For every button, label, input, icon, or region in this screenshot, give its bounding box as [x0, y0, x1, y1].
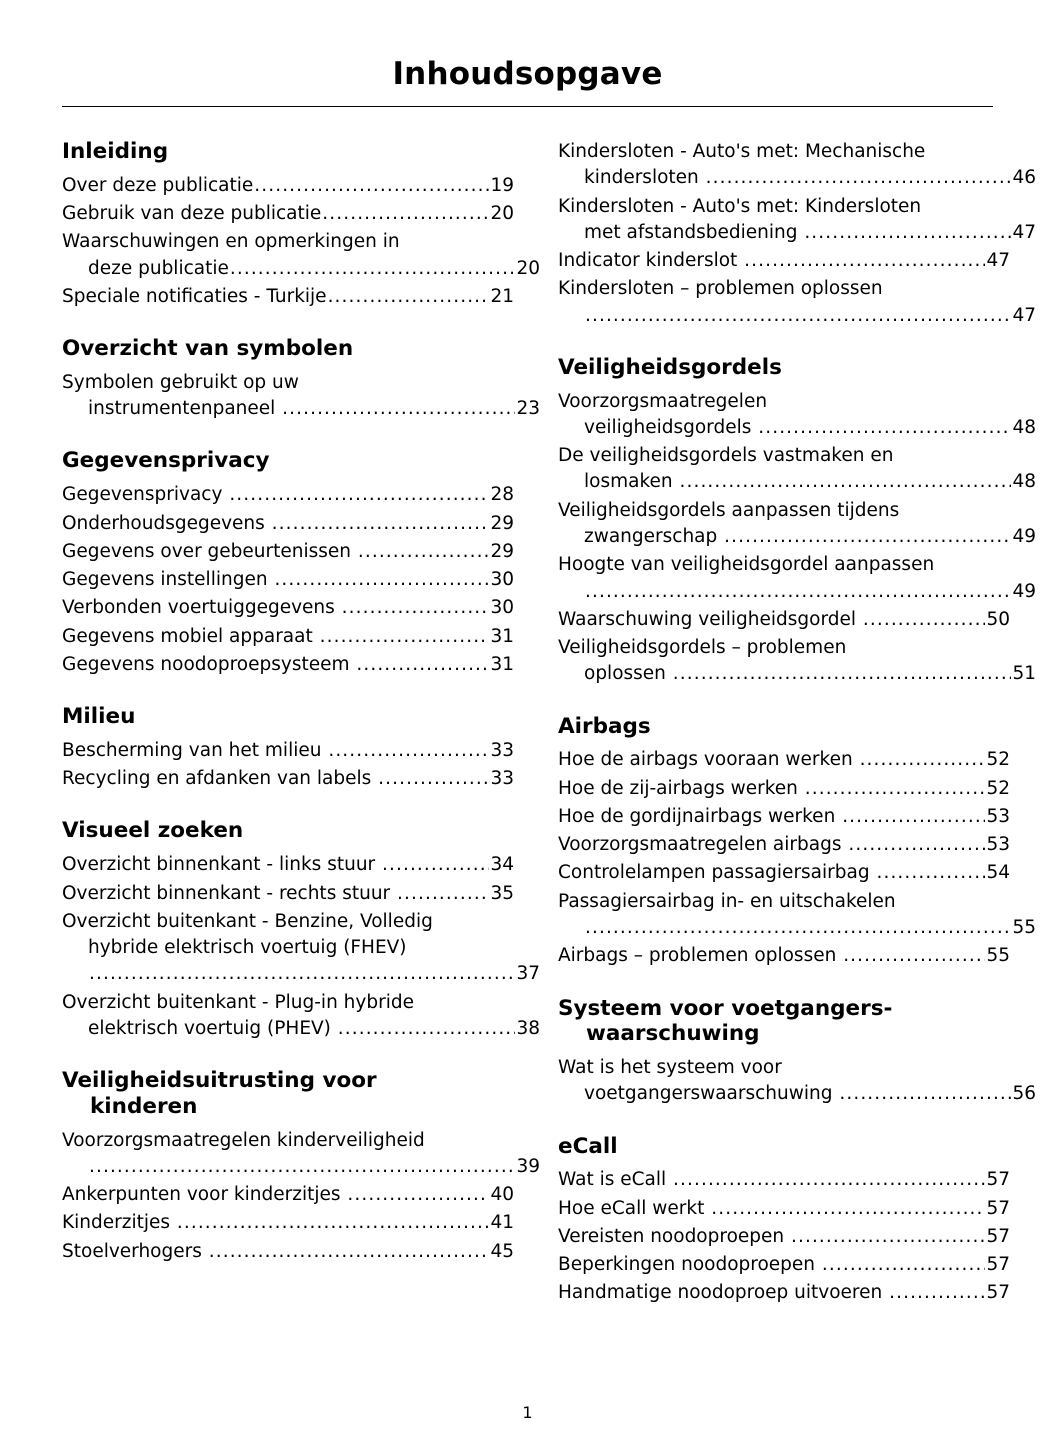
toc-entry-label: Gebruik van deze publicatie — [62, 203, 322, 225]
toc-entry-label: Recycling en afdanken van labels — [62, 768, 378, 790]
toc-entry-label-cont: elektrisch voertuig (PHEV) — [88, 1017, 337, 1039]
toc-entry-label: Symbolen gebruikt op uw — [62, 371, 299, 393]
toc-entry-page: 20 — [490, 203, 514, 225]
toc-entry-label: Wat is het systeem voor — [558, 1057, 782, 1079]
section-heading-line: Visueel zoeken — [62, 818, 244, 844]
leader-dots — [209, 1243, 490, 1262]
toc-entry[interactable] — [558, 194, 1036, 247]
page-number: 1 — [522, 1403, 533, 1422]
toc-entry-page: 53 — [986, 805, 1010, 827]
toc-entry[interactable] — [558, 389, 1036, 442]
section-heading-line: Veiligheidsgordels — [558, 354, 782, 380]
leader-dots — [585, 307, 1011, 326]
leader-dots — [889, 1284, 985, 1303]
toc-entry[interactable] — [62, 370, 540, 423]
toc-entry[interactable] — [62, 852, 514, 878]
toc-entry[interactable] — [558, 776, 1010, 802]
leader-dots — [680, 473, 1012, 492]
toc-entry-page: 38 — [516, 1017, 540, 1039]
toc-entry[interactable] — [558, 1224, 1010, 1250]
toc-entry-label: Kindersloten - Auto's met: Kindersloten — [558, 195, 922, 217]
toc-entry-label: Voorzorgsmaatregelen — [558, 390, 768, 412]
leader-dots — [805, 780, 986, 799]
leader-dots — [585, 583, 1011, 602]
toc-entry-page: 35 — [490, 882, 514, 904]
toc-entry-page: 48 — [1012, 416, 1036, 438]
toc-entry-leader-row — [62, 201, 514, 227]
toc-entry-leader-row — [62, 567, 514, 593]
toc-entry-leader-row — [62, 482, 514, 508]
toc-entry-page: 57 — [986, 1254, 1010, 1276]
leader-dots — [356, 656, 489, 675]
leader-dots — [673, 1171, 985, 1190]
toc-entry-page: 53 — [986, 834, 1010, 856]
toc-entry-page: 48 — [1012, 471, 1036, 493]
toc-entry[interactable] — [62, 595, 514, 621]
toc-entry-page: 30 — [490, 597, 514, 619]
toc-entry-label: Over deze publicatie — [62, 174, 254, 196]
section-heading — [558, 1134, 1010, 1160]
leader-dots — [724, 528, 1011, 547]
toc-entry-page: 49 — [1012, 580, 1036, 602]
toc-entry-leader-row — [62, 539, 514, 565]
toc-entry[interactable] — [558, 276, 1036, 329]
toc-entry-label: Overzicht buitenkant - Benzine, Volledig — [62, 910, 433, 932]
toc-entry[interactable] — [558, 889, 1036, 942]
leader-dots — [320, 628, 490, 647]
toc-entry-leader-row — [558, 524, 1036, 550]
section-heading — [62, 704, 514, 730]
section-heading — [62, 448, 514, 474]
toc-entry[interactable] — [62, 990, 540, 1043]
toc-entry-leader-row — [558, 1081, 1036, 1107]
toc-columns — [62, 139, 1036, 1403]
toc-entry-label: De veiligheidsgordels vastmaken en — [558, 445, 894, 467]
toc-entry[interactable] — [62, 766, 514, 792]
toc-entry-label-cont: voetgangerswaarschuwing — [584, 1083, 839, 1105]
toc-entry[interactable] — [62, 1182, 514, 1208]
toc-entry[interactable] — [62, 738, 514, 764]
toc-entry-page: 41 — [490, 1212, 514, 1234]
toc-entry-label: Overzicht binnenkant - links stuur — [62, 854, 382, 876]
toc-entry[interactable] — [62, 624, 514, 650]
leader-dots — [397, 885, 489, 904]
leader-dots — [706, 169, 1012, 188]
toc-entry-page: 45 — [490, 1240, 514, 1262]
toc-entry-leader-row — [558, 776, 1010, 802]
toc-entry-label-cont: losmaken — [584, 471, 679, 493]
section-heading — [558, 996, 1010, 1048]
toc-entry-leader-row — [558, 1280, 1010, 1306]
toc-entry-leader-row — [558, 579, 1036, 605]
toc-entry-leader-row — [558, 607, 1010, 633]
toc-entry-leader-row — [558, 943, 1010, 969]
toc-entry-leader-row — [62, 173, 514, 199]
leader-dots — [378, 770, 489, 789]
toc-entry-page: 33 — [490, 768, 514, 790]
toc-entry[interactable] — [558, 860, 1010, 886]
toc-entry-label: Waarschuwingen en opmerkingen in — [62, 231, 400, 253]
toc-entry-label: Passagiersairbag in- en uitschakelen — [558, 890, 896, 912]
section-heading-line: Inleiding — [62, 139, 169, 164]
toc-entry-leader-row — [62, 766, 514, 792]
toc-entry-leader-row — [558, 248, 1010, 274]
toc-entry-leader-row — [62, 595, 514, 621]
toc-entry-label: Airbags – problemen oplossen — [558, 945, 843, 967]
toc-entry-label: Kinderzitjes — [62, 1212, 176, 1234]
toc-entry[interactable] — [558, 832, 1010, 858]
toc-entry[interactable] — [558, 552, 1036, 605]
toc-entry[interactable] — [558, 607, 1010, 633]
section-heading-line: waarschuwing — [586, 1021, 760, 1047]
toc-entry-leader-row — [558, 747, 1010, 773]
toc-entry-label-cont: deze publicatie — [88, 257, 229, 279]
toc-entry-label: Stoelverhogers — [62, 1240, 208, 1262]
toc-entry-label: Controlelampen passagiersairbag — [558, 862, 876, 884]
toc-entry-page: 57 — [986, 1197, 1010, 1219]
leader-dots — [282, 400, 515, 419]
toc-entry-page: 55 — [1012, 916, 1036, 938]
toc-entry-page: 54 — [986, 862, 1010, 884]
toc-entry[interactable] — [558, 1167, 1010, 1193]
leader-dots — [89, 1158, 515, 1177]
toc-entry-page: 50 — [986, 608, 1010, 630]
toc-entry-label: Wat is eCall — [558, 1169, 673, 1191]
leader-dots — [585, 919, 1011, 938]
toc-entry-page: 55 — [986, 945, 1010, 967]
leader-dots — [843, 947, 985, 966]
title-divider — [62, 106, 993, 107]
leader-dots — [791, 1228, 985, 1247]
section-heading-line: Airbags — [558, 713, 651, 739]
toc-entry-label: Verbonden voertuiggegevens — [62, 597, 341, 619]
toc-entry-leader-row — [558, 165, 1036, 191]
toc-entry-leader-row — [558, 661, 1036, 687]
toc-entry[interactable] — [558, 804, 1010, 830]
toc-entry-label: Voorzorgsmaatregelen airbags — [558, 834, 848, 856]
leader-dots — [804, 224, 1011, 243]
section-heading — [62, 139, 514, 165]
toc-entry-page: 49 — [1012, 525, 1036, 547]
toc-entry[interactable] — [558, 943, 1010, 969]
section-heading-line: Systeem voor voetgangers- — [558, 995, 893, 1021]
leader-dots — [328, 288, 490, 307]
toc-entry[interactable] — [558, 1252, 1010, 1278]
toc-entry-page: 39 — [516, 1155, 540, 1177]
leader-dots — [842, 808, 985, 827]
toc-entry-leader-row — [62, 1210, 514, 1236]
toc-entry-label: Veiligheidsgordels aanpassen tijdens — [558, 499, 900, 521]
toc-entry-label-cont: instrumentenpaneel — [88, 398, 282, 420]
toc-entry-page: 57 — [986, 1169, 1010, 1191]
toc-entry[interactable] — [62, 173, 514, 199]
toc-entry-page: 23 — [516, 398, 540, 420]
leader-dots — [272, 515, 490, 534]
toc-entry-label-cont: veiligheidsgordels — [584, 416, 758, 438]
toc-entry[interactable] — [62, 1210, 514, 1236]
toc-entry-label: Voorzorgsmaatregelen kinderveiligheid — [62, 1129, 425, 1151]
toc-entry-page: 40 — [490, 1184, 514, 1206]
section-heading — [558, 714, 1010, 740]
toc-entry-page: 47 — [1012, 221, 1036, 243]
toc-entry-label: Bescherming van het milieu — [62, 739, 328, 761]
toc-entry[interactable] — [62, 539, 514, 565]
toc-entry-leader-row — [558, 415, 1036, 441]
toc-entry[interactable] — [62, 1128, 540, 1181]
toc-entry-label: Veiligheidsgordels – problemen — [558, 637, 847, 659]
toc-entry-leader-row — [558, 915, 1036, 941]
toc-entry-label: Indicator kinderslot — [558, 250, 744, 272]
toc-entry-page: 20 — [516, 257, 540, 279]
toc-entry-page: 30 — [490, 569, 514, 591]
toc-entry-leader-row — [62, 511, 514, 537]
toc-entry-page: 29 — [490, 540, 514, 562]
leader-dots — [744, 252, 985, 271]
toc-entry-label: Kindersloten – problemen oplossen — [558, 278, 883, 300]
section-heading — [62, 818, 514, 844]
leader-dots — [822, 1256, 986, 1275]
toc-entry-page: 28 — [490, 484, 514, 506]
toc-entry[interactable] — [558, 747, 1010, 773]
toc-entry-label-cont: zwangerschap — [584, 525, 724, 547]
toc-entry-leader-row — [62, 1239, 514, 1265]
toc-entry-leader-row — [62, 881, 514, 907]
leader-dots — [177, 1214, 490, 1233]
leader-dots — [89, 965, 515, 984]
toc-entry-label: Gegevens instellingen — [62, 569, 274, 591]
toc-entry-label: Speciale notificaties - Turkije — [62, 285, 327, 307]
toc-entry[interactable] — [558, 635, 1036, 688]
toc-entry-leader-row — [62, 1182, 514, 1208]
toc-entry[interactable] — [558, 1055, 1036, 1108]
leader-dots — [876, 864, 985, 883]
toc-entry[interactable] — [558, 498, 1036, 551]
section-heading-line: Gegevensprivacy — [62, 448, 270, 474]
toc-entry-page: 57 — [986, 1282, 1010, 1304]
toc-entry-label: Handmatige noodoproep uitvoeren — [558, 1282, 889, 1304]
toc-entry[interactable] — [62, 482, 514, 508]
toc-entry-label: Vereisten noodoproepen — [558, 1225, 790, 1247]
toc-entry-label: Hoe eCall werkt — [558, 1197, 711, 1219]
toc-entry-leader-row — [62, 652, 514, 678]
toc-entry[interactable] — [62, 201, 514, 227]
toc-entry-leader-row — [62, 738, 514, 764]
leader-dots — [711, 1200, 985, 1219]
leader-dots — [382, 856, 489, 875]
toc-entry-page: 47 — [986, 250, 1010, 272]
leader-dots — [673, 665, 1012, 684]
toc-entry[interactable] — [558, 1196, 1010, 1222]
toc-entry[interactable] — [62, 229, 540, 282]
toc-entry-leader-row — [62, 1016, 540, 1042]
toc-entry-page: 31 — [490, 653, 514, 675]
toc-entry-label: Overzicht buitenkant - Plug-in hybride — [62, 991, 414, 1013]
toc-entry[interactable] — [558, 1280, 1010, 1306]
leader-dots — [863, 611, 986, 630]
toc-entry-leader-row — [62, 852, 514, 878]
section-heading-line: Overzicht van symbolen — [62, 336, 354, 362]
toc-entry-leader-row — [558, 220, 1036, 246]
toc-entry[interactable] — [62, 1239, 514, 1265]
toc-entry-label-cont: hybride elektrisch voertuig (FHEV) — [88, 937, 407, 959]
toc-entry-page: 46 — [1012, 167, 1036, 189]
toc-entry-label: Hoe de airbags vooraan werken — [558, 749, 859, 771]
toc-entry-label: Beperkingen noodoproepen — [558, 1254, 821, 1276]
toc-entry-label-cont: met afstandsbediening — [584, 221, 804, 243]
toc-entry-page: 57 — [986, 1225, 1010, 1247]
toc-entry-label: Overzicht binnenkant - rechts stuur — [62, 882, 397, 904]
section-heading — [62, 336, 514, 362]
leader-dots — [860, 751, 986, 770]
toc-entry-label: Onderhoudsgegevens — [62, 512, 271, 534]
toc-entry-leader-row — [62, 396, 540, 422]
toc-entry-label-cont: kindersloten — [584, 167, 705, 189]
toc-entry-label: Hoe de gordijnairbags werken — [558, 805, 842, 827]
toc-entry-page: 29 — [490, 512, 514, 534]
toc-entry[interactable] — [62, 652, 514, 678]
toc-entry-page: 37 — [516, 963, 540, 985]
toc-entry-label: Gegevens over gebeurtenissen — [62, 540, 357, 562]
section-heading-line: Milieu — [62, 704, 136, 730]
toc-entry-page: 19 — [490, 174, 514, 196]
leader-dots — [254, 177, 489, 196]
toc-entry-page: 52 — [986, 749, 1010, 771]
toc-column-left — [62, 139, 540, 1267]
toc-column-right — [558, 139, 1036, 1309]
leader-dots — [347, 1186, 489, 1205]
toc-entry-leader-row — [62, 624, 514, 650]
leader-dots — [322, 205, 489, 224]
toc-entry-page: 47 — [1012, 304, 1036, 326]
leader-dots — [839, 1085, 1011, 1104]
toc-entry-leader-row — [558, 1167, 1010, 1193]
leader-dots — [342, 599, 490, 618]
toc-entry-leader-row — [62, 256, 540, 282]
toc-entry[interactable] — [558, 248, 1010, 274]
toc-entry-page: 21 — [490, 285, 514, 307]
toc-entry-leader-row — [558, 1196, 1010, 1222]
toc-entry[interactable] — [62, 284, 514, 310]
toc-entry-label: Hoe de zij-airbags werken — [558, 777, 804, 799]
toc-entry-page: 56 — [1012, 1083, 1036, 1105]
toc-entry-label-cont: oplossen — [584, 663, 672, 685]
toc-entry-label: Gegevens mobiel apparaat — [62, 625, 319, 647]
toc-entry-leader-row — [558, 1224, 1010, 1250]
toc-entry-leader-row — [62, 284, 514, 310]
toc-entry-page: 34 — [490, 854, 514, 876]
toc-entry-page: 52 — [986, 777, 1010, 799]
section-heading-line: kinderen — [90, 1093, 198, 1119]
toc-entry-leader-row — [558, 832, 1010, 858]
leader-dots — [229, 486, 489, 505]
toc-entry[interactable] — [62, 909, 540, 988]
toc-entry-label: Hoogte van veiligheidsgordel aanpassen — [558, 554, 935, 576]
section-heading-line: eCall — [558, 1133, 618, 1159]
toc-entry[interactable] — [558, 139, 1036, 192]
toc-entry-leader-row — [558, 469, 1036, 495]
toc-entry-leader-row — [62, 961, 540, 987]
toc-entry-page: 51 — [1012, 663, 1036, 685]
toc-entry-label: Kindersloten - Auto's met: Mechanische — [558, 141, 926, 162]
leader-dots — [758, 419, 1011, 438]
section-heading-line: Veiligheidsuitrusting voor — [62, 1068, 377, 1094]
toc-entry-label: Gegevens noodoproepsysteem — [62, 653, 356, 675]
leader-dots — [274, 571, 489, 590]
toc-entry-page: 33 — [490, 739, 514, 761]
toc-entry[interactable] — [62, 511, 514, 537]
toc-entry-leader-row — [558, 804, 1010, 830]
section-heading — [558, 355, 1010, 381]
page-title: Inhoudsopgave — [392, 56, 663, 92]
toc-entry-label: Gegevensprivacy — [62, 484, 229, 506]
leader-dots — [338, 1020, 516, 1039]
toc-entry[interactable] — [558, 443, 1036, 496]
leader-dots — [848, 836, 985, 855]
toc-entry[interactable] — [62, 567, 514, 593]
toc-entry-leader-row — [558, 303, 1036, 329]
toc-entry-leader-row — [62, 1154, 540, 1180]
leader-dots — [358, 543, 490, 562]
toc-entry-label: Waarschuwing veiligheidsgordel — [558, 608, 862, 630]
toc-entry-leader-row — [558, 1252, 1010, 1278]
section-heading — [62, 1068, 514, 1120]
toc-entry-label: Ankerpunten voor kinderzitjes — [62, 1184, 347, 1206]
leader-dots — [328, 742, 489, 761]
leader-dots — [230, 260, 516, 279]
toc-entry-page: 31 — [490, 625, 514, 647]
toc-entry-leader-row — [558, 860, 1010, 886]
toc-entry[interactable] — [62, 881, 514, 907]
